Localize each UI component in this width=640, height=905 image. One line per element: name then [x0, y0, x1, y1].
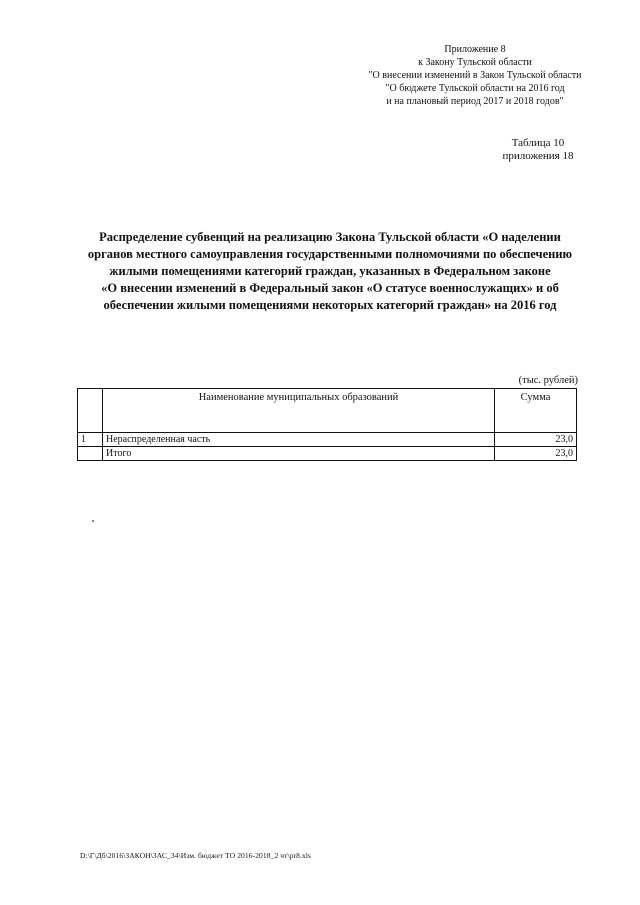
document-title: [70, 229, 590, 314]
row-sum-cell: 23,0: [495, 433, 577, 447]
table-total-row: [78, 447, 577, 461]
table-ref-line: Таблица 10: [511, 137, 565, 149]
appendix-line: к Закону Тульской области: [418, 57, 532, 68]
file-path: D:\Г\Дб\2016\ЗАКОН\ЗАС_34\Изм. бюджет ТО 2016-2018_2 чт\pr8.xls: [80, 851, 312, 860]
row-num-cell: 1: [78, 433, 103, 447]
table-ref-line: приложения 18: [502, 150, 574, 162]
table-header-row: [78, 389, 577, 433]
scan-speck: [92, 520, 94, 522]
header-name-cell: Наименование муниципальных образований: [103, 389, 495, 433]
table-row: [78, 433, 577, 447]
appendix-reference: [330, 43, 620, 108]
appendix-line: "О внесении изменений в Закон Тульской области: [368, 70, 582, 81]
appendix-line: и на плановый период 2017 и 2018 годов": [386, 96, 564, 107]
title-line: органов местного самоуправления государственными полномочиями по обеспечению: [87, 247, 573, 261]
row-name-cell: Итого: [103, 447, 495, 461]
row-name-cell: Нераспределенная часть: [103, 433, 495, 447]
distribution-table: [77, 388, 577, 461]
table-reference: [483, 137, 593, 163]
title-line: обеспечении жилыми помещениями некоторых категорий граждан» на 2016 год: [103, 298, 557, 312]
title-line: жилыми помещениями категорий граждан, указанных в Федеральном законе: [109, 264, 551, 278]
header-sum-cell: Сумма: [495, 389, 577, 433]
header-num-cell: [78, 389, 103, 433]
title-line: Распределение субвенций на реализацию Закона Тульской области «О наделении: [99, 230, 561, 244]
units-label: (тыс. рублей): [518, 375, 578, 386]
appendix-line: "О бюджете Тульской области на 2016 год: [385, 83, 565, 94]
appendix-line: Приложение 8: [444, 44, 506, 55]
row-sum-cell: 23,0: [495, 447, 577, 461]
title-line: «О внесении изменений в Федеральный закон «О статусе военнослужащих» и об: [101, 281, 559, 295]
row-num-cell: [78, 447, 103, 461]
